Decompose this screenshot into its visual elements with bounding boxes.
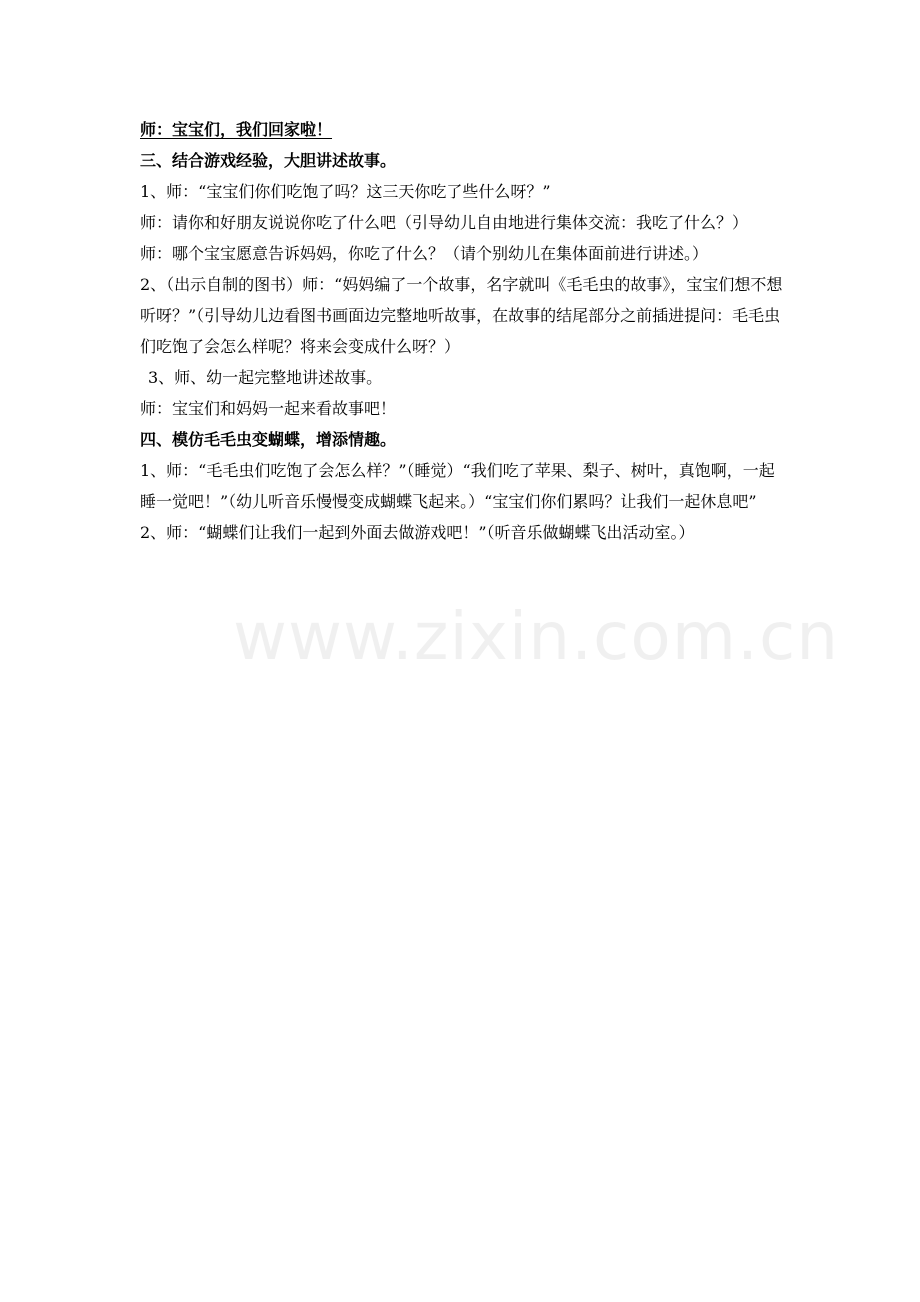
paragraph-3-2: 2、（出示自制的图书）师：“妈妈编了一个故事，名字就叫《毛毛虫的故事》，宝宝们想不想听呀？”（引导幼儿边看图书画面边完整地听故事，在故事的结尾部分之前插进提问：毛毛虫们吃饱了会怎么样呢？将来会变成什么呀？） [140, 275, 783, 356]
paragraph-3-3: 3、师、幼一起完整地讲述故事。 [148, 368, 383, 387]
closing-line: 师：宝宝们，我们回家啦！ [140, 120, 333, 139]
paragraph-3-1: 1、师：“宝宝们你们吃饱了吗？这三天你吃了些什么呀？” [140, 182, 551, 201]
document-body [140, 114, 785, 548]
watermark: www.zixin.com.cn [233, 598, 840, 675]
section-heading-4: 四、模仿毛毛虫变蝴蝶，增添情趣。 [140, 430, 397, 449]
section-heading-3: 三、结合游戏经验，大胆讲述故事。 [140, 151, 397, 170]
paragraph-3-1-ask: 师：哪个宝宝愿意告诉妈妈，你吃了什么？（请个别幼儿在集体面前进行讲述。） [140, 244, 709, 263]
paragraph-3-3-prompt: 师：宝宝们和妈妈一起来看故事吧！ [140, 399, 397, 418]
paragraph-4-2: 2、师：“蝴蝶们让我们一起到外面去做游戏吧！”（听音乐做蝴蝶飞出活动室。） [140, 523, 695, 542]
paragraph-4-1: 1、师：“毛毛虫们吃饱了会怎么样？”（睡觉）“我们吃了苹果、梨子、树叶，真饱啊，一起睡一觉吧！”（幼儿听音乐慢慢变成蝴蝶飞起来。）“宝宝们你们累吗？让我们一起休息吧” [140, 461, 775, 511]
paragraph-3-1-prompt: 师：请你和好朋友说说你吃了什么吧（引导幼儿自由地进行集体交流：我吃了什么？） [140, 213, 749, 232]
